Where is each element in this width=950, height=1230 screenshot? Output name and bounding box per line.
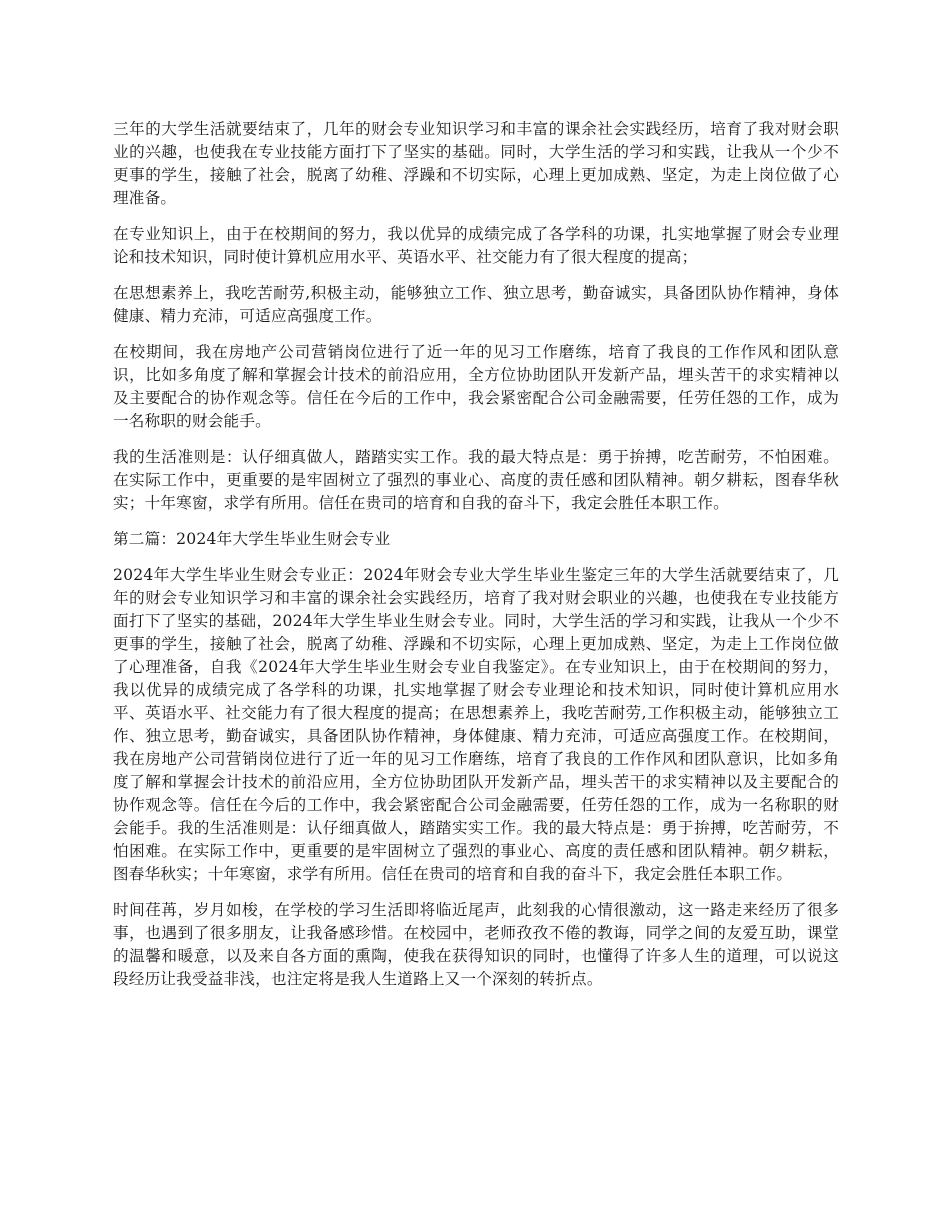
paragraph-ideological-quality: 在思想素养上，我吃苦耐劳,积极主动，能够独立工作、独立思考，勤奋诚实，具备团队协作精神，身体健康、精力充沛，可适应高强度工作。 [113,284,839,325]
paragraph-closing: 时间荏苒，岁月如梭，在学校的学习生活即将临近尾声，此刻我的心情很激动，这一路走来经历了很多事，也遇到了很多朋友，让我备感珍惜。在校园中，老师孜孜不倦的教诲，同学之间的友爱互助，课堂的温馨和暖意，以及来自各方面的熏陶，使我在获得知识的同时，也懂得了许多人生的道理，可以说这段经历让我受益非浅，也注定将是我人生道路上又一个深刻的转折点。 [113,901,839,988]
paragraph-internship: 在校期间，我在房地产公司营销岗位进行了近一年的见习工作磨练，培育了我良的工作作风和团队意识，比如多角度了解和掌握会计技术的前沿应用，全方位协助团队开发新产品，埋头苦干的求实精神以及主要配合的协作观念等。信任在今后的工作中，我会紧密配合公司金融需要，任劳任怨的工作，成为一名称职的财会能手。 [113,343,839,430]
paragraph-section-body: 2024年大学生毕业生财会专业正：2024年财会专业大学生毕业生鉴定三年的大学生活就要结束了，几年的财会专业知识学习和丰富的课余社会实践经历，培育了我对财会职业的兴趣，也使我在专业技能方面打下了坚实的基础，2024年大学生毕业生财会专业。同时，大学生活的学习和实践，让我从一个少不更事的学生，接触了社会，脱离了幼稚、浮躁和不切实际，心理上更加成熟、坚定，为走上工作岗位做了心理准备，自我《2024年大学生毕业生财会专业自我鉴定》。在专业知识上，由于在校期间的努力，我以优异的成绩完成了各学科的功课，扎实地掌握了财会专业理论和技术知识，同时使计算机应用水平、英语水平、社交能力有了很大程度的提高；在思想素养上，我吃苦耐劳,工作积极主动，能够独立工作、独立思考，勤奋诚实，具备团队协作精神，身体健康、精力充沛，可适应高强度工作。在校期间，我在房地产公司营销岗位进行了近一年的见习工作磨练，培育了我良的工作作风和团队意识，比如多角度了解和掌握会计技术的前沿应用，全方位协助团队开发新产品，埋头苦干的求实精神以及主要配合的协作观念等。信任在今后的工作中，我会紧密配合公司金融需要，任劳任怨的工作，成为一名称职的财会能手。我的生活准则是：认仔细真做人，踏踏实实工作。我的最大特点是：勇于拚搏，吃苦耐劳，不怕困难。在实际工作中，更重要的是牢固树立了强烈的事业心、高度的责任感和团队精神。朝夕耕耘，图春华秋实；十年寒窗，求学有所用。信任在贵司的培育和自我的奋斗下，我定会胜任本职工作。 [113,566,839,883]
paragraph-life-principles: 我的生活准则是：认仔细真做人，踏踏实实工作。我的最大特点是：勇于拚搏，吃苦耐劳，不怕困难。在实际工作中，更重要的是牢固树立了强烈的事业心、高度的责任感和团队精神。朝夕耕耘，图春华秋实；十年寒窗，求学有所用。信任在贵司的培育和自我的奋斗下，我定会胜任本职工作。 [113,448,839,512]
paragraph-professional-knowledge: 在专业知识上，由于在校期间的努力，我以优异的成绩完成了各学科的功课，扎实地掌握了财会专业理论和技术知识，同时使计算机应用水平、英语水平、社交能力有了很大程度的提高； [113,225,839,266]
document-page [113,118,839,1004]
paragraph-intro: 三年的大学生活就要结束了，几年的财会专业知识学习和丰富的课余社会实践经历，培育了我对财会职业的兴趣，也使我在专业技能方面打下了坚实的基础。同时，大学生活的学习和实践，让我从一个少不更事的学生，接触了社会，脱离了幼稚、浮躁和不切实际，心理上更加成熟、坚定，为走上岗位做了心理准备。 [113,120,839,207]
section-heading: 第二篇：2024年大学生毕业生财会专业 [113,530,391,548]
